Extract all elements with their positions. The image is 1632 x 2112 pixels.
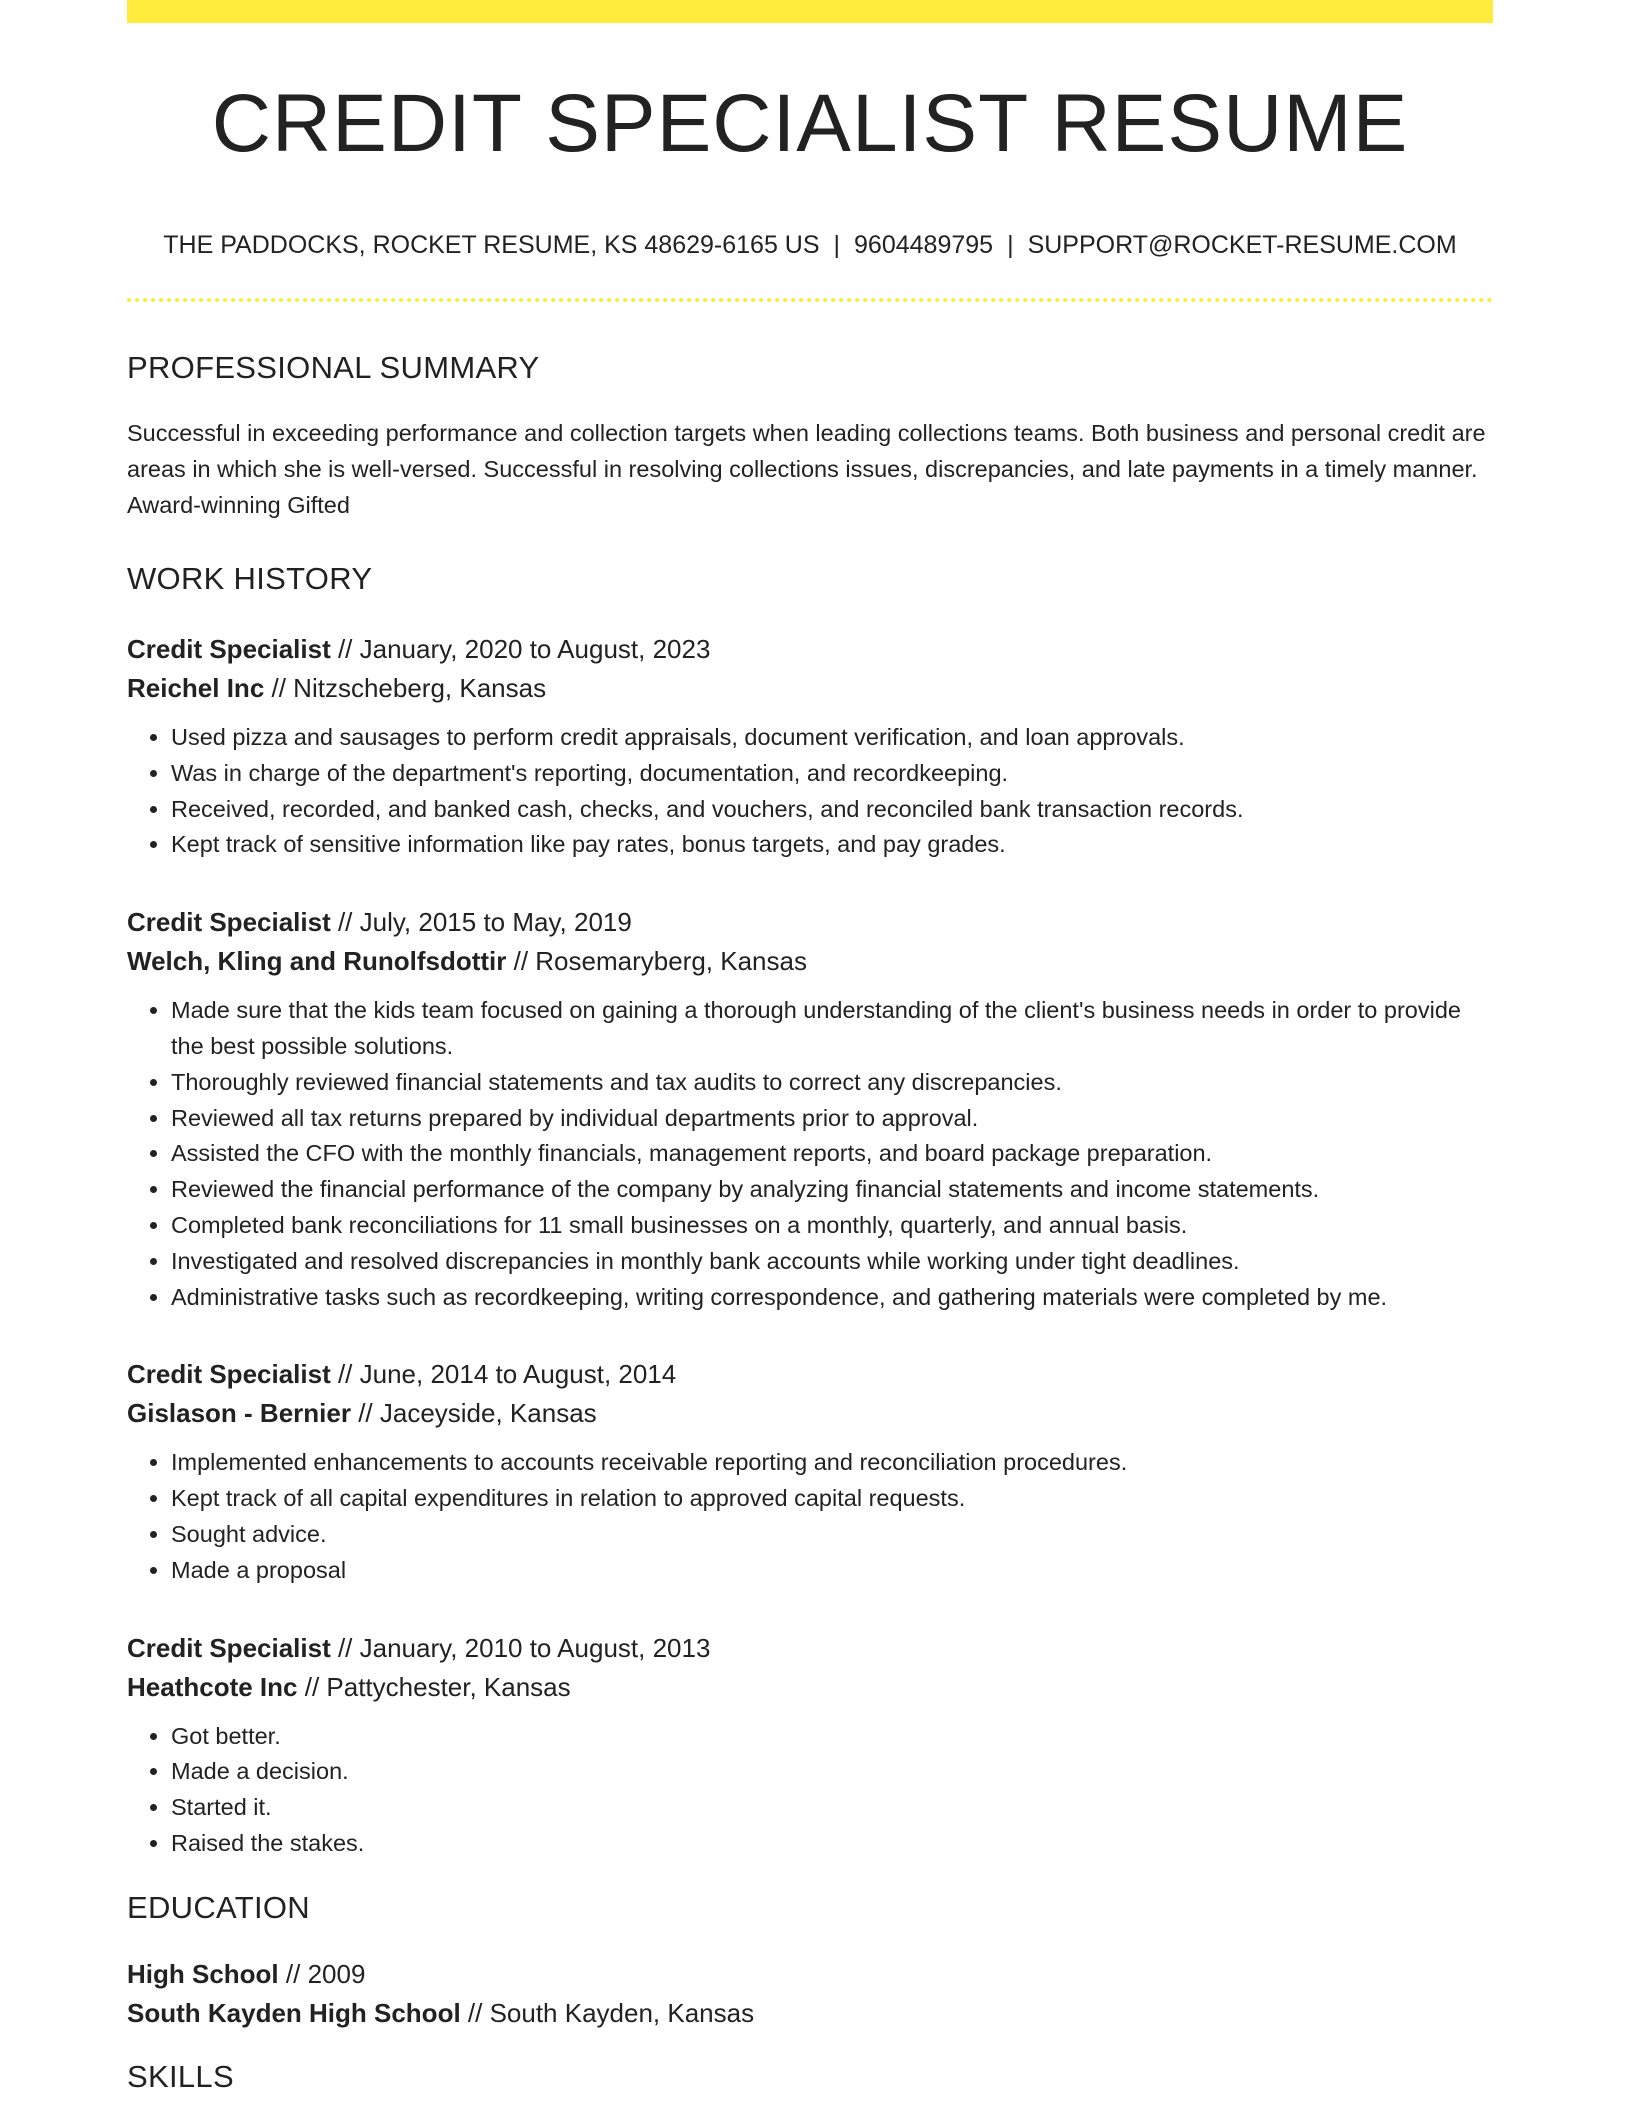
job-company: Reichel Inc — [127, 673, 265, 703]
job-location: // Nitzscheberg, Kansas — [264, 673, 547, 703]
job-company-line — [127, 669, 1493, 708]
summary-heading: PROFESSIONAL SUMMARY — [127, 350, 540, 385]
job-bullet: • Administrative tasks such as recordkeeping, writing correspondence, and gathering materials were completed by me. — [171, 1280, 1493, 1316]
resume-title: CREDIT SPECIALIST RESUME — [211, 78, 1409, 169]
job-bullets — [127, 1719, 1493, 1862]
job-bullet: • Received, recorded, and banked cash, checks, and vouchers, and reconciled bank transaction records. — [171, 792, 1493, 828]
job-bullet: • Reviewed all tax returns prepared by individual departments prior to approval. — [171, 1101, 1493, 1137]
job-bullet: • Investigated and resolved discrepancies in monthly bank accounts while working under tight deadlines. — [171, 1244, 1493, 1280]
job-bullet: • Kept track of all capital expenditures in relation to approved capital requests. — [171, 1481, 1493, 1517]
job-bullet: • Made a proposal — [171, 1553, 1493, 1589]
job-bullets — [127, 1445, 1493, 1588]
job-bullet: • Got better. — [171, 1719, 1493, 1755]
job-bullet: • Raised the stakes. — [171, 1826, 1493, 1862]
job-bullet: • Kept track of sensitive information like pay rates, bonus targets, and pay grades. — [171, 827, 1493, 863]
education-school-line — [127, 1994, 1493, 2033]
skills-heading: SKILLS — [127, 2058, 234, 2094]
job-dates: // July, 2015 to May, 2019 — [330, 907, 632, 938]
top-accent-bar — [127, 0, 1493, 23]
job-company-line — [127, 942, 1493, 981]
job-company-line — [127, 1394, 1493, 1433]
dotted-divider — [127, 298, 1493, 302]
job-company: Heathcote Inc — [127, 1671, 298, 1702]
contact-separator: | — [1007, 231, 1014, 259]
job-location: // Pattychester, Kansas — [297, 1671, 571, 1702]
job-bullet: • Implemented enhancements to accounts receivable reporting and reconciliation procedures. — [171, 1445, 1493, 1481]
job-title: Credit Specialist — [127, 1359, 331, 1390]
job-bullet: • Assisted the CFO with the monthly financials, management reports, and board package preparation. — [171, 1136, 1493, 1172]
job-company-line — [127, 1668, 1493, 1707]
job-location: // Jaceyside, Kansas — [350, 1398, 597, 1429]
contact-separator: | — [833, 231, 841, 259]
job-title: Credit Specialist — [127, 907, 331, 938]
contact-address: THE PADDOCKS, ROCKET RESUME, KS 48629-6165 US — [163, 231, 820, 259]
job-bullet: • Used pizza and sausages to perform credit appraisals, document verification, and loan approvals. — [171, 720, 1493, 756]
education-degree-line — [127, 1955, 1493, 1994]
job-bullet: • Started it. — [171, 1790, 1493, 1826]
job-bullet: • Made sure that the kids team focused on gaining a thorough understanding of the client's business needs in order to provide the best possible solutions. — [171, 993, 1493, 1065]
job-location: // Rosemaryberg, Kansas — [506, 946, 807, 977]
education-degree: High School — [127, 1958, 279, 1989]
job-bullet: • Made a decision. — [171, 1754, 1493, 1790]
job-bullet: • Reviewed the financial performance of the company by analyzing financial statements and income statements. — [171, 1172, 1493, 1208]
education-year: // 2009 — [278, 1958, 366, 1989]
job-title-line — [127, 1355, 1493, 1394]
job-bullet: • Completed bank reconciliations for 11 small businesses on a monthly, quarterly, and annual basis. — [171, 1208, 1493, 1244]
summary-text: Successful in exceeding performance and collection targets when leading collections teams. Both business and personal credit are areas in which she is well-versed. Successful in resolving collections issues, discrepancies, and late payments in a timely manner. Award-winning Gifted — [127, 420, 1486, 518]
job-entry — [127, 903, 1493, 1315]
education-entry — [127, 1955, 1493, 2033]
job-entry — [127, 1355, 1493, 1588]
job-bullet: • Thoroughly reviewed financial statements and tax audits to correct any discrepancies. — [171, 1065, 1493, 1101]
resume-page — [127, 0, 1493, 2092]
job-bullet: • Was in charge of the department's reporting, documentation, and recordkeeping. — [171, 756, 1493, 792]
job-title-line — [127, 630, 1493, 669]
contact-email: SUPPORT@ROCKET-RESUME.COM — [1027, 231, 1457, 259]
job-bullet: • Sought advice. — [171, 1517, 1493, 1553]
job-dates: // January, 2010 to August, 2013 — [330, 1632, 711, 1663]
contact-phone: 9604489795 — [854, 231, 994, 259]
work-history-heading: WORK HISTORY — [127, 561, 373, 596]
education-location: // South Kayden, Kansas — [460, 1997, 755, 2028]
job-title-line — [127, 1629, 1493, 1668]
job-entry — [127, 1629, 1493, 1862]
job-title-line — [127, 903, 1493, 942]
job-bullets — [127, 720, 1493, 863]
job-title: Credit Specialist — [127, 634, 331, 664]
contact-line — [127, 233, 1493, 258]
job-dates: // January, 2020 to August, 2023 — [330, 634, 711, 664]
education-school: South Kayden High School — [127, 1997, 461, 2028]
job-company: Welch, Kling and Runolfsdottir — [127, 946, 507, 977]
education-heading: EDUCATION — [127, 1889, 310, 1925]
job-title: Credit Specialist — [127, 1632, 331, 1663]
job-bullets — [127, 993, 1493, 1315]
job-company: Gislason - Bernier — [127, 1398, 351, 1429]
job-dates: // June, 2014 to August, 2014 — [330, 1359, 677, 1390]
job-entry — [127, 630, 1493, 863]
